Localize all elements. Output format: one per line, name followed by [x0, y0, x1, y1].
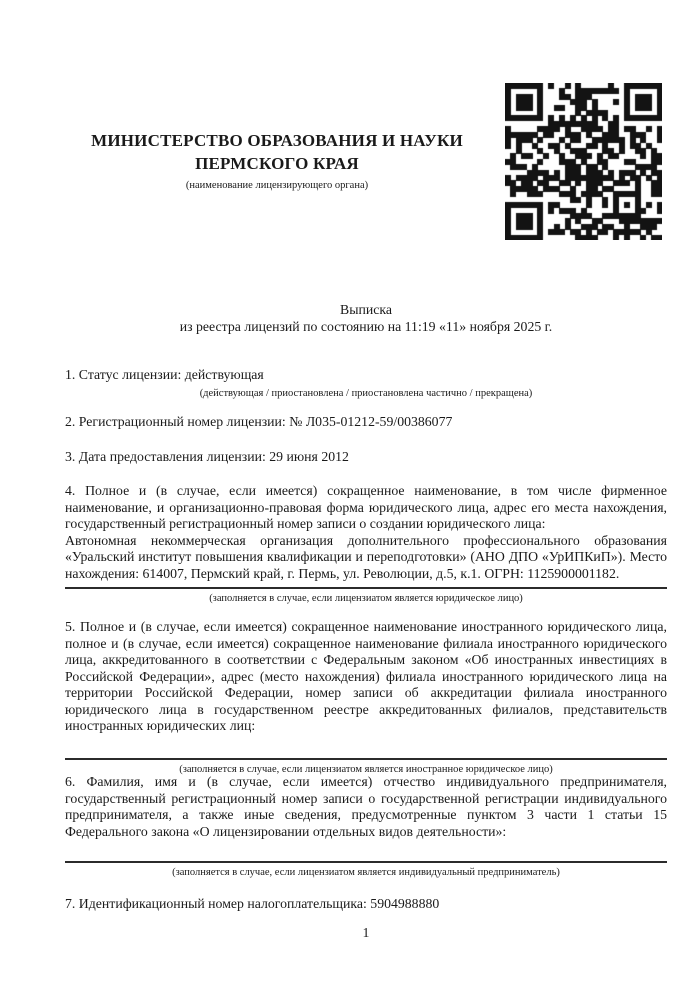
item-registration-number	[65, 414, 667, 431]
foreign-entity-label: 5. Полное и (в случае, если имеется) сокращенное наименование иностранного юридического лица, полное и (в случае, если имеется) сокращенное наименование филиала иностранного юридического лица, аккредитованного в соответствии с Федеральным законом «Об иностранных инвестициях в Российской Федерации», адрес (место нахождения) филиала иностранного юридического лица на территории Российской Федерации, номер записи об аккредитации филиала иностранного юридического лица в государственном реестре аккредитованных филиалов, представительств иностранных юридических лиц:	[65, 619, 667, 733]
ministry-name-line2: ПЕРМСКОГО КРАЯ	[195, 154, 359, 173]
individual-entrepreneur-label: 6. Фамилия, имя и (в случае, если имеется) отчество индивидуального предпринимателя, государственный регистрационный номер записи о государственной регистрации индивидуального предпринимателя, а также иные сведения, предусмотренные пунктом 3 части 1 статьи 15 Федерального закона «О лицензировании отдельных видов деятельности»:	[65, 774, 667, 839]
document-title-line1: Выписка	[340, 302, 392, 317]
individual-entrepreneur-footnote: (заполняется в случае, если лицензиатом является индивидуальный предприниматель)	[172, 867, 560, 878]
ministry-name-line1: МИНИСТЕРСТВО ОБРАЗОВАНИЯ И НАУКИ	[91, 131, 463, 150]
item-foreign-entity	[65, 619, 667, 776]
qr-code	[505, 83, 662, 240]
legal-entity-footnote: (заполняется в случае, если лицензиатом является юридическое лицо)	[209, 593, 523, 604]
grant-date-text: 3. Дата предоставления лицензии: 29 июня 2012	[65, 449, 349, 464]
legal-entity-label: 4. Полное и (в случае, если имеется) сокращенное наименование, в том числе фирменное наименование, и организационно-правовая форма юридического лица, адрес его места нахождения, государственный регистрационный номер записи о создании юридического лица:	[65, 483, 667, 531]
item-legal-entity	[65, 483, 667, 605]
document-title-line2: из реестра лицензий по состоянию на 11:19 «11» ноября 2025 г.	[179, 318, 553, 334]
license-status-text: 1. Статус лицензии: действующая	[65, 367, 264, 382]
ministry-caption: (наименование лицензирующего органа)	[185, 180, 369, 191]
ministry-name	[65, 129, 489, 175]
item-license-status	[65, 367, 667, 400]
fill-line	[65, 861, 667, 863]
document-title	[65, 302, 667, 335]
licensing-authority-header	[65, 129, 489, 192]
page-number: 1	[362, 925, 370, 940]
item-grant-date	[65, 449, 667, 466]
foreign-entity-footnote: (заполняется в случае, если лицензиатом является иностранное юридическое лицо)	[179, 763, 553, 775]
fill-line	[65, 758, 667, 760]
registration-number-text: 2. Регистрационный номер лицензии: № Л035-01212-59/00386077	[65, 414, 453, 429]
license-status-options-caption: (действующая / приостановлена / приостановлена частично / прекращена)	[199, 387, 533, 399]
fill-line	[65, 587, 667, 589]
taxpayer-number-text: 7. Идентификационный номер налогоплательщика: 5904988880	[65, 896, 440, 911]
item-taxpayer-number	[65, 896, 667, 913]
legal-entity-value: Автономная некоммерческая организация дополнительного профессионального образования «Уральский институт повышения квалификации и переподготовки» (АНО ДПО «УрИПКиП»). Место нахождения: 614007, Пермский край, г. Пермь, ул. Революции, д.5, к.1. ОГРН: 1125900001182.	[65, 532, 667, 581]
item-individual-entrepreneur	[65, 774, 667, 879]
